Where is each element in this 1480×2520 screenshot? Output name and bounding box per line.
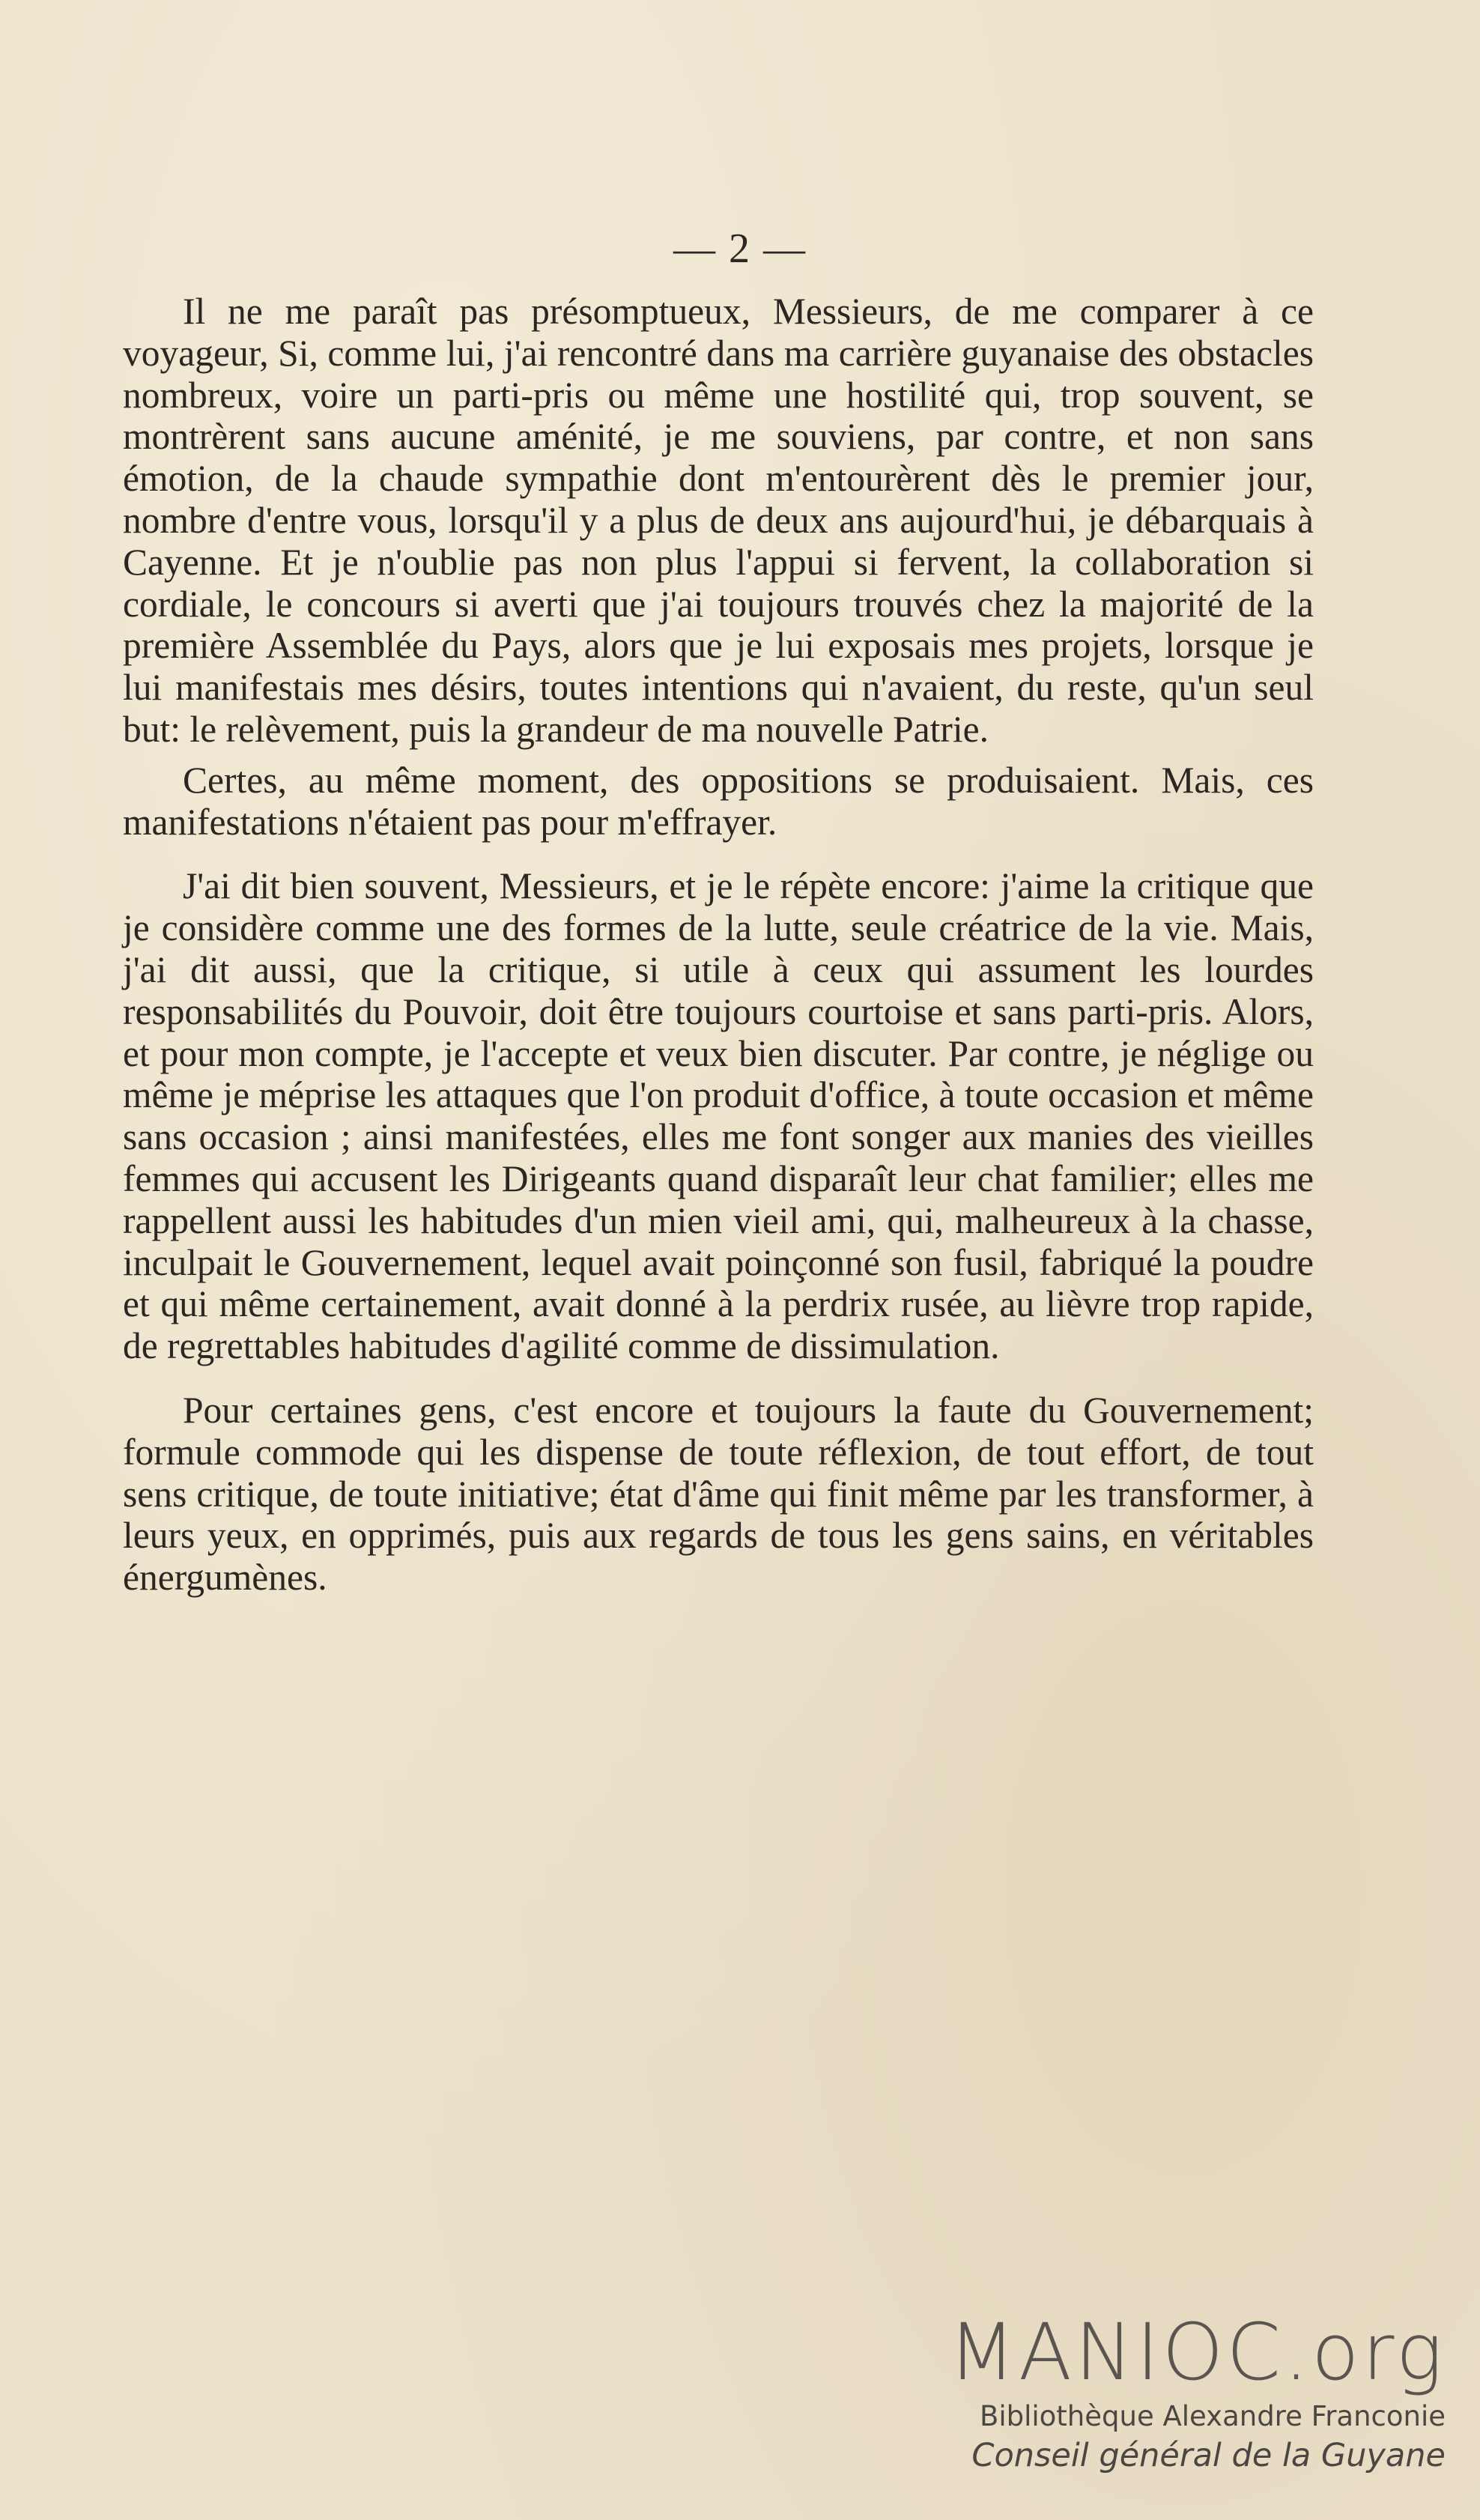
paragraph-1: Il ne me paraît pas présomptueux, Messieurs, de me comparer à ce voyageur, Si, comme lui, j'ai rencontré dans ma carrière guyanaise des obstacles nombreux, voire un parti-pris ou même une hostilité qui, trop souvent, se montrèrent sans aucune aménité, je me souviens, par contre, et non sans émotion, de la chaude sympathie dont m'entourèrent dès le premier jour, nombre d'entre vous, lorsqu'il y a plus de deux ans aujourd'hui, je débarquais à Cayenne. Et je n'oublie pas non plus l'appui si fervent, la collaboration si cordiale, le concours si averti que j'ai toujours trouvés chez la majorité de la première Assemblée du Pays, alors que je lui exposais mes projets, lorsque je lui manifestais mes désirs, toutes intentions qui n'avaient, du reste, qu'un seul but: le relèvement, puis la grandeur de ma nouvelle Patrie. [123,291,1314,750]
manioc-watermark [921,2307,1446,2476]
library-name: Bibliothèque Alexandre Franconie [979,2400,1446,2432]
manioc-logo-text: MANIOC.org [948,2307,1446,2398]
page-number: — 2 — [673,225,807,272]
paragraph-2: Certes, au même moment, des oppositions se produisaient. Mais, ces manifestations n'étaient pas pour m'effrayer. [123,759,1314,843]
paragraph-4: Pour certaines gens, c'est encore et toujours la faute du Gouvernement; formule commode qui les dispense de toute réflexion, de tout effort, de tout sens critique, de toute initiative; état d'âme qui finit même par les transformer, à leurs yeux, en opprimés, puis aux regards de tous les gens sains, en véritables énergumènes. [123,1389,1314,1599]
paragraph-3: J'ai dit bien souvent, Messieurs, et je le répète encore: j'aime la critique que je considère comme une des formes de la lutte, seule créatrice de la vie. Mais, j'ai dit aussi, que la critique, si utile à ceux qui assument les lourdes responsabilités du Pouvoir, doit être toujours courtoise et sans parti-pris. Alors, et pour mon compte, je l'accepte et veux bien discuter. Par contre, je néglige ou même je méprise les attaques que l'on produit d'office, à toute occasion et même sans occasion ; ainsi manifestées, elles me font songer aux manies des vieilles femmes qui accusent les Dirigeants quand disparaît leur chat familier; elles me rappellent aussi les habitudes d'un mien vieil ami, qui, malheureux à la chasse, inculpait le Gouvernement, lequel avait poinçonné son fusil, fabriqué la poudre et qui même certainement, avait donné à la perdrix rusée, au lièvre trop rapide, de regrettables habitudes d'agilité comme de dissimulation. [123,865,1314,1367]
body-text [123,291,1314,1599]
council-name: Conseil général de la Guyane [971,2437,1446,2474]
